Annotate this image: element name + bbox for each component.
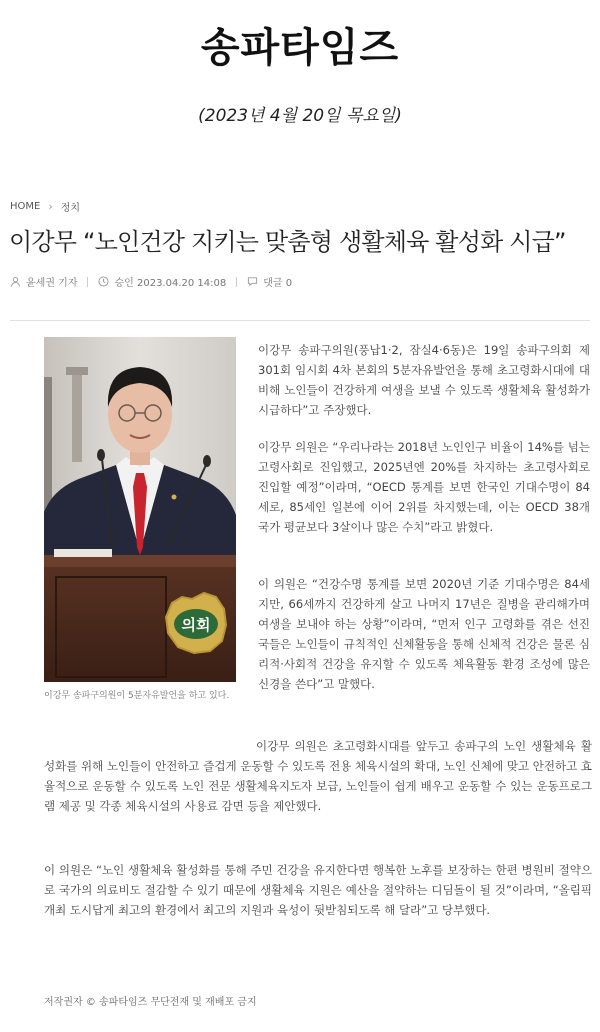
breadcrumb-section[interactable]: 정치: [60, 203, 81, 214]
article-headline: 이강무 “노인건강 지키는 맞춤형 생활체육 활성화 시급”: [9, 228, 566, 256]
reporter-info: [10, 274, 77, 289]
article-photo: [44, 337, 236, 682]
meta-divider: [87, 277, 88, 287]
comment-count[interactable]: 댓글 0: [263, 278, 293, 289]
article-paragraph: 이강무 송파구의원(풍납1·2, 잠실4·6동)은 19일 송파구의회 제301회 임시회 4차 본회의 5분자유발언을 통해 초고령화시대에 대비해 노인들이 건강하게 여생을 보낼 수 있도록 생활체육 활성화가 시급하다”고 주장했다.: [258, 343, 590, 417]
user-icon: [10, 276, 21, 287]
article-paragraph: 이 의원은 “노인 생활체육 활성화를 통해 주민 건강을 유지한다면 행복한 노후를 보장하는 한편 병원비 절약으로 국가의 의료비도 절감할 수 있기 때문에 생활체육 지원은 예산을 절약하는 디딤돌이 될 것”이라며, “올림픽 개최 도시답게 최고의 환경에서 최고의 지원과 육성이 뒷받침되도록 해 달라”고 당부했다.: [44, 863, 592, 917]
approval-datetime: 승인 2023.04.20 14:08: [114, 278, 227, 289]
comment-icon: [247, 276, 258, 287]
meta-divider: [236, 277, 237, 287]
comment-info[interactable]: [247, 274, 292, 289]
speaker-illustration: [44, 337, 236, 682]
breadcrumb-home[interactable]: HOME: [10, 201, 41, 212]
photo-badge-text: 의회: [181, 616, 211, 634]
article-paragraph: 이 의원은 “건강수명 통계를 보면 2020년 기준 기대수명은 84세지만, 66세까지 건강하게 살고 나머지 17년은 질병을 관리해가며 여생을 보내야 하는 상황”이라며, “먼저 인구 고령화를 겪은 선진국들은 노인들이 규칙적인 신체활동을 통해 신체적 건강은 물론 심리적·사회적 건강을 유지할 수 있도록 체육활동 환경 조성에 많은 신경을 쓴다”고 말했다.: [258, 577, 590, 691]
breadcrumb: [10, 199, 80, 214]
photo-caption: 이강무 송파구의원이 5분자유발언을 하고 있다.: [44, 691, 230, 701]
publication-date: (2023년 4월 20일 목요일): [198, 106, 402, 126]
approval-info: [98, 274, 226, 289]
reporter-name[interactable]: 윤세권 기자: [26, 278, 78, 289]
article-meta: [10, 274, 292, 289]
masthead-title: 송파타임즈: [200, 25, 400, 71]
copyright-notice: 저작권자 © 송파타임즈 무단전재 및 재배포 금지: [44, 997, 257, 1008]
article-paragraph: 이강무 의원은 “우리나라는 2018년 노인인구 비율이 14%를 넘는 고령사회로 진입했고, 2025년엔 20%를 차지하는 초고령사회로 진입할 예정”이라며, “OECD 통계를 보면 한국인 기대수명이 84세로, 85세인 일본에 이어 2위를 차지했는데, 이는 OECD 38개 국가 평균보다 3살이나 많은 수치”라고 밝혔다.: [258, 440, 590, 534]
clock-icon: [98, 276, 109, 287]
article-paragraph: 이강무 의원은 초고령화시대를 앞두고 송파구의 노인 생활체육 활성화를 위해 노인들이 안전하고 즐겁게 운동할 수 있도록 전용 체육시설의 확대, 노인 신체에 맞고 안전하고 효율적으로 운동할 수 있도록 노인 전문 생활체육지도자 보급, 노인들이 쉽게 배우고 운동할 수 있는 운동프로그램 제공 및 각종 체육시설의 사용료 감면 등을 제안했다.: [44, 739, 592, 813]
chevron-right-icon: ›: [48, 200, 53, 213]
header-divider: [10, 320, 590, 321]
